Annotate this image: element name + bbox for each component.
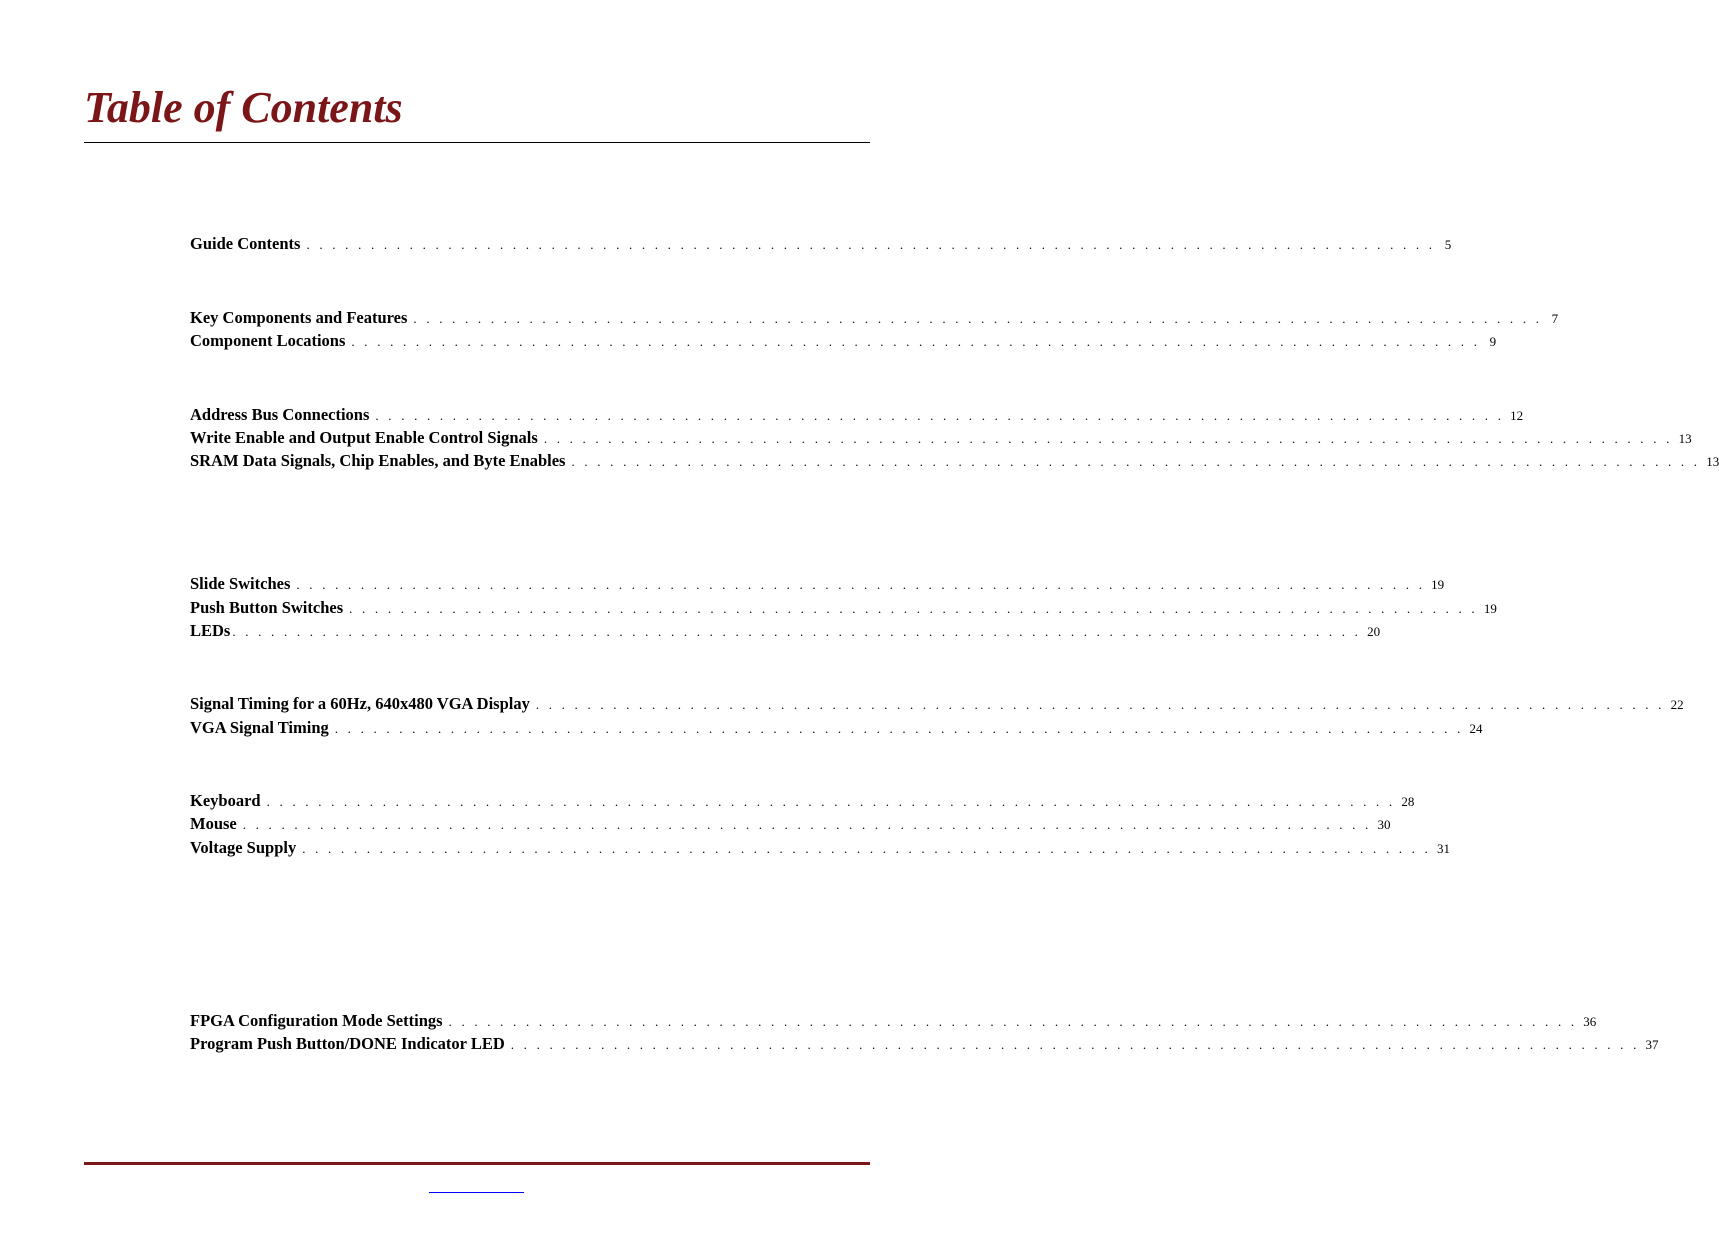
toc-entry[interactable]	[190, 405, 1524, 427]
toc-entry-label: Push Button Switches	[190, 598, 344, 617]
toc-dot-leader: . . . . . . . . . . . . . . . . . . . . . . . . . . . . . . . . . . . . . . . . . . . . . . . . . . . . . . . . . . . . . . . . . . . . . . . . . . . . . . . . . . . . . . . .	[448, 1014, 1578, 1029]
toc-page-number: 19	[1483, 601, 1497, 616]
toc-entry-label: Keyboard	[190, 791, 261, 810]
toc-entry-label: Slide Switches	[190, 574, 291, 593]
toc-entry-label: LEDs	[190, 621, 231, 640]
toc-dot-leader: . . . . . . . . . . . . . . . . . . . . . . . . . . . . . . . . . . . . . . . . . . . . . . . . . . . . . . . . . . . . . . . . . . . . . . . . . . . . . . . . . . . . . . . .	[351, 334, 1481, 349]
toc-entry-label: Key Components and Features	[190, 308, 408, 327]
toc-entry-label: Guide Contents	[190, 234, 301, 253]
toc-entry[interactable]	[190, 451, 1719, 473]
toc-page-number: 9	[1489, 334, 1497, 349]
toc-entry[interactable]	[190, 331, 1497, 353]
toc-entry-label: Mouse	[190, 814, 237, 833]
toc-page-number: 7	[1551, 311, 1559, 326]
toc-dot-leader: . . . . . . . . . . . . . . . . . . . . . . . . . . . . . . . . . . . . . . . . . . . . . . . . . . . . . . . . . . . . . . . . . . . . . . . . . . . . . . . . . . . . . . . .	[266, 794, 1396, 809]
toc-entry[interactable]	[190, 694, 1684, 716]
toc-entry-label: Component Locations	[190, 331, 346, 350]
toc-entry-label: Address Bus Connections	[190, 405, 370, 424]
toc-entry[interactable]	[190, 621, 1381, 643]
toc-page-number: 13	[1706, 454, 1719, 469]
toc-page-number: 37	[1645, 1037, 1659, 1052]
toc-dot-leader: . . . . . . . . . . . . . . . . . . . . . . . . . . . . . . . . . . . . . . . . . . . . . . . . . . . . . . . . . . . . . . . . . . . . . . . . . . . . . . . . . . . . . . . .	[375, 408, 1505, 423]
toc-page-number: 20	[1367, 624, 1381, 639]
toc-dot-leader: . . . . . . . . . . . . . . . . . . . . . . . . . . . . . . . . . . . . . . . . . . . . . . . . . . . . . . . . . . . . . . . . . . . . . . . . . . . . . . . . . . . . . . . .	[334, 721, 1464, 736]
toc-dot-leader: . . . . . . . . . . . . . . . . . . . . . . . . . . . . . . . . . . . . . . . . . . . . . . . . . . . . . . . . . . . . . . . . . . . . . . . . . . . . . . . . . . . . . . . .	[510, 1037, 1640, 1052]
toc-page-number: 31	[1436, 841, 1450, 856]
toc-page-number: 12	[1510, 408, 1524, 423]
toc-entry-label: Voltage Supply	[190, 838, 297, 857]
toc-entry-label: Program Push Button/DONE Indicator LED	[190, 1034, 505, 1053]
toc-entry-label: Write Enable and Output Enable Control Signals	[190, 428, 538, 447]
toc-entry[interactable]	[190, 838, 1450, 860]
toc-page-number: 19	[1431, 577, 1445, 592]
toc-page-number: 24	[1469, 721, 1483, 736]
toc-entry[interactable]	[190, 1034, 1659, 1056]
toc-entry[interactable]	[190, 234, 1452, 256]
toc-dot-leader: . . . . . . . . . . . . . . . . . . . . . . . . . . . . . . . . . . . . . . . . . . . . . . . . . . . . . . . . . . . . . . . . . . . . . . . . . . . . . . . . . . . . . . . .	[306, 237, 1436, 252]
page-title: Table of Contents	[84, 83, 403, 132]
title-divider	[84, 142, 870, 143]
toc-page-number: 22	[1670, 697, 1684, 712]
footer-link[interactable]	[429, 1184, 524, 1193]
toc-entry[interactable]	[190, 791, 1415, 813]
toc-entry-label: Signal Timing for a 60Hz, 640x480 VGA Display	[190, 694, 530, 713]
toc-entry[interactable]	[190, 308, 1559, 330]
toc-dot-leader: . . . . . . . . . . . . . . . . . . . . . . . . . . . . . . . . . . . . . . . . . . . . . . . . . . . . . . . . . . . . . . . . . . . . . . . . . . . . . . . . . . . . . . . .	[413, 311, 1543, 326]
toc-dot-leader: . . . . . . . . . . . . . . . . . . . . . . . . . . . . . . . . . . . . . . . . . . . . . . . . . . . . . . . . . . . . . . . . . . . . . . . . . . . . . . . . . . . . . . . .	[232, 624, 1362, 639]
toc-dot-leader: . . . . . . . . . . . . . . . . . . . . . . . . . . . . . . . . . . . . . . . . . . . . . . . . . . . . . . . . . . . . . . . . . . . . . . . . . . . . . . . . . . . . . . . .	[242, 817, 1372, 832]
toc-page-number: 30	[1377, 817, 1391, 832]
toc-entry[interactable]	[190, 814, 1391, 836]
toc-dot-leader: . . . . . . . . . . . . . . . . . . . . . . . . . . . . . . . . . . . . . . . . . . . . . . . . . . . . . . . . . . . . . . . . . . . . . . . . . . . . . . . . . . . . . . . .	[296, 577, 1426, 592]
toc-page-number: 13	[1678, 431, 1692, 446]
toc-page-number: 5	[1444, 237, 1452, 252]
toc-dot-leader: . . . . . . . . . . . . . . . . . . . . . . . . . . . . . . . . . . . . . . . . . . . . . . . . . . . . . . . . . . . . . . . . . . . . . . . . . . . . . . . . . . . . . . . .	[302, 841, 1431, 856]
toc-entry[interactable]	[190, 718, 1483, 740]
toc-dot-leader: . . . . . . . . . . . . . . . . . . . . . . . . . . . . . . . . . . . . . . . . . . . . . . . . . . . . . . . . . . . . . . . . . . . . . . . . . . . . . . . . . . . . . . . .	[535, 697, 1665, 712]
toc-page-number: 36	[1583, 1014, 1597, 1029]
toc-entry[interactable]	[190, 574, 1445, 596]
toc-entry-label: SRAM Data Signals, Chip Enables, and Byte Enables	[190, 451, 566, 470]
toc-dot-leader: . . . . . . . . . . . . . . . . . . . . . . . . . . . . . . . . . . . . . . . . . . . . . . . . . . . . . . . . . . . . . . . . . . . . . . . . . . . . . . . . . . . . . . . .	[543, 431, 1673, 446]
toc-dot-leader: . . . . . . . . . . . . . . . . . . . . . . . . . . . . . . . . . . . . . . . . . . . . . . . . . . . . . . . . . . . . . . . . . . . . . . . . . . . . . . . . . . . . . . . .	[571, 454, 1701, 469]
toc-entry-label: FPGA Configuration Mode Settings	[190, 1011, 443, 1030]
toc-entry-label: VGA Signal Timing	[190, 718, 329, 737]
toc-entry[interactable]	[190, 598, 1497, 620]
footer-divider	[84, 1162, 870, 1165]
toc-dot-leader: . . . . . . . . . . . . . . . . . . . . . . . . . . . . . . . . . . . . . . . . . . . . . . . . . . . . . . . . . . . . . . . . . . . . . . . . . . . . . . . . . . . . . . . .	[349, 601, 1478, 616]
toc-page-number: 28	[1401, 794, 1415, 809]
toc-entry[interactable]	[190, 428, 1692, 450]
toc-entry[interactable]	[190, 1011, 1597, 1033]
